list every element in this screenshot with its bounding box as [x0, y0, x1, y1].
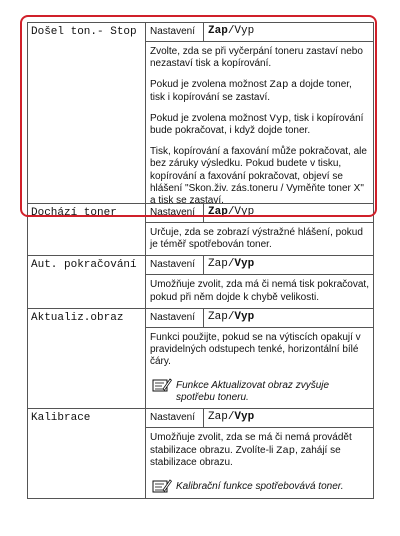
note-text: Kalibrační funkce spotřebovává toner. [176, 481, 344, 493]
option-separator: / [227, 25, 235, 37]
setting-content [146, 256, 374, 307]
description-paragraph: Tisk, kopírování a faxování může pokračovat, ale bez záruky výsledku. Pokud budete v tisku, kopírování a faxování pokračovat, objeví se hlášení "Skon.živ. zás.toneru / Vyměňte toner X" a tisk se zastaví. [150, 146, 367, 207]
option-value-default: Vyp [234, 411, 255, 424]
option-label: Nastavení [146, 309, 204, 327]
code-value: Zap [276, 444, 296, 457]
note-pencil-icon [152, 478, 172, 494]
option-label: Nastavení [146, 204, 204, 222]
description-text: Pokud je zvolena možnost [150, 112, 270, 124]
option-value-alt: Vyp [234, 206, 255, 218]
setting-name: Došel ton.- Stop [27, 23, 146, 203]
code-value: Vyp [269, 112, 289, 125]
option-separator: / [227, 258, 235, 271]
options-line [146, 309, 373, 328]
option-values [204, 309, 258, 327]
setting-description [146, 428, 373, 498]
options-line [146, 256, 373, 275]
option-value-alt: Zap [208, 310, 228, 323]
option-value-alt: Zap [208, 258, 228, 271]
highlight-frame [20, 15, 377, 217]
setting-description [146, 223, 373, 255]
setting-name: Aut. pokračování [27, 256, 146, 307]
option-label: Nastavení [146, 409, 204, 427]
description-text: Umožňuje zvolit, zda se má či nemá provádět stabilizace obrazu. Zvolíte-li [150, 432, 352, 456]
option-value-alt: Zap [208, 411, 228, 424]
option-separator: / [227, 411, 235, 424]
option-values [204, 256, 258, 274]
setting-content [146, 309, 374, 409]
setting-name: Kalibrace [27, 409, 146, 498]
table-row [27, 309, 374, 410]
table-row [27, 409, 374, 499]
note-text: Funkce Aktualizovat obraz zvyšuje spotřebu toneru. [176, 380, 330, 404]
setting-name: Aktualiz.obraz [27, 309, 146, 409]
description-paragraph: Zvolte, zda se při vyčerpání toneru zastaví nebo nezastaví tisk a kopírování. [150, 46, 363, 70]
option-separator: / [227, 310, 235, 323]
description-paragraph [150, 432, 369, 469]
note [150, 478, 369, 494]
note-pencil-icon [152, 377, 172, 393]
description-text: , zahájí se stabilizace obrazu. [150, 444, 341, 468]
description-text: Pokud je zvolena možnost [150, 79, 270, 91]
option-value-default: Zap [208, 25, 228, 37]
code-value: Zap [269, 79, 289, 92]
description-text: a dojde toner, tisk i kopírování se zastaví. [150, 79, 352, 103]
table-row [27, 256, 374, 308]
option-label: Nastavení [146, 23, 204, 41]
description-text: , tisk i kopírování bude pokračovat, i když dojde toner. [150, 112, 364, 137]
option-value-default: Zap [208, 206, 228, 218]
option-value-alt: Vyp [234, 25, 255, 37]
setting-name: Dochází toner [27, 204, 146, 255]
description-paragraph: Funkci použijte, pokud se na výtiscích opakují v pravidelných odstupech tenké, horizontální bílé čáry. [150, 331, 361, 368]
options-line [146, 409, 373, 428]
option-values [204, 409, 258, 427]
option-value-default: Vyp [234, 258, 255, 271]
option-label: Nastavení [146, 256, 204, 274]
setting-description [146, 328, 373, 409]
setting-description [146, 275, 373, 307]
option-separator: / [227, 206, 235, 218]
description-paragraph: Umožňuje zvolit, zda má či nemá tisk pokračovat, pokud při něm dojde k chybě velikosti. [150, 279, 369, 303]
option-value-default: Vyp [234, 310, 255, 323]
note [150, 377, 369, 404]
description-paragraph: Určuje, zda se zobrazí výstražné hlášení, pokud je téměř spotřebován toner. [150, 227, 363, 251]
setting-content [146, 409, 374, 498]
